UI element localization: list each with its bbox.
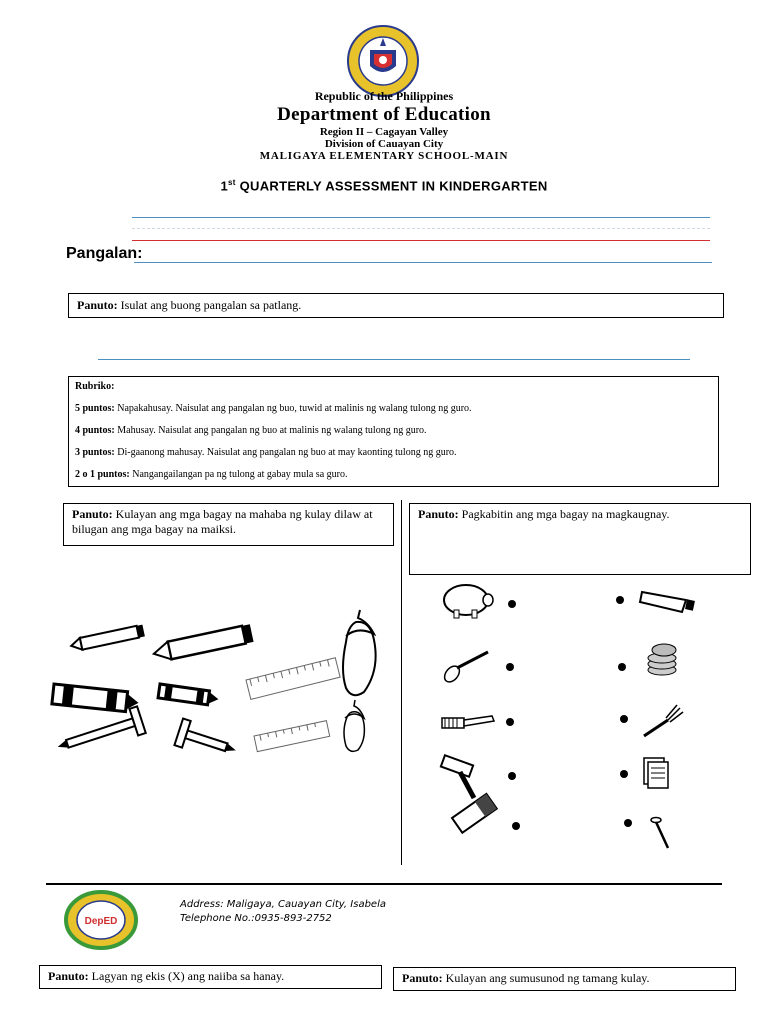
rubric-item: 4 puntos: Mahusay. Naisulat ang pangalan ng buo at malinis ng walang tulong ng guro.: [75, 425, 427, 436]
left-activity-area: [40, 600, 400, 870]
section-divider: [401, 500, 402, 865]
school-logo-icon: [64, 890, 138, 950]
panuto-name-box: [68, 293, 724, 318]
match-dot[interactable]: [620, 770, 628, 778]
rubric-title: Rubriko:: [75, 381, 115, 392]
footer-contact: [180, 898, 386, 926]
fork-icon[interactable]: [644, 705, 683, 736]
toothbrush-icon[interactable]: [442, 716, 494, 728]
region-text: Region II – Cagayan Valley: [319, 126, 449, 138]
spoon-icon[interactable]: [442, 652, 488, 685]
toothpaste-icon[interactable]: [640, 592, 695, 612]
panuto-label: Panuto:: [77, 298, 118, 312]
panuto-right-box: Panuto: Pagkabitin ang mga bagay na magkaugnay.: [409, 503, 751, 575]
rubric-box: [68, 376, 719, 487]
crayon-icon[interactable]: [158, 684, 219, 706]
name-writing-line[interactable]: [98, 359, 690, 360]
piggy-bank-icon[interactable]: [444, 585, 493, 618]
right-activity-area: [430, 578, 720, 858]
footer-address: Address: Maligaya, Cauayan City, Isabela: [180, 899, 386, 910]
department-title: Department of Education: [277, 104, 491, 125]
eggplant-icon[interactable]: [344, 700, 364, 751]
rubric-item: 5 puntos: Napakahusay. Naisulat ang pangalan ng buo, tuwid at malinis ng walang tulong ng guro.: [75, 403, 472, 414]
match-dot[interactable]: [506, 718, 514, 726]
match-dot[interactable]: [508, 600, 516, 608]
footer-divider: [46, 883, 722, 885]
assessment-title: 1st QUARTERLY ASSESSMENT IN KINDERGARTEN: [220, 178, 548, 194]
match-dot[interactable]: [616, 596, 624, 604]
writing-line-top: [132, 217, 710, 218]
papers-icon[interactable]: [644, 758, 668, 788]
coins-icon[interactable]: [648, 644, 676, 675]
deped-seal-icon: [346, 24, 420, 98]
match-dot[interactable]: [620, 715, 628, 723]
rubric-item: 3 puntos: Di-gaanong mahusay. Naisulat ang pangalan ng buo at may kaonting tulong ng guro.: [75, 447, 457, 458]
ruler-icon[interactable]: [246, 658, 340, 700]
name-label: Pangalan:: [66, 245, 143, 262]
writing-line-dashed: [132, 228, 710, 229]
hammer-icon[interactable]: [441, 755, 474, 798]
division-text: Division of Cauayan City: [324, 138, 444, 150]
writing-line-red: [132, 240, 710, 241]
match-dot[interactable]: [618, 663, 626, 671]
name-input-line[interactable]: [134, 262, 712, 263]
eggplant-icon[interactable]: [343, 610, 376, 695]
match-dot[interactable]: [508, 772, 516, 780]
republic-text: Republic of the Philippines: [314, 89, 454, 103]
pencil-icon[interactable]: [152, 624, 254, 662]
footer-telephone: Telephone No.:0935-893-2752: [180, 913, 332, 924]
school-name: MALIGAYA ELEMENTARY SCHOOL-MAIN: [259, 150, 509, 162]
match-dot[interactable]: [506, 663, 514, 671]
pencil-icon[interactable]: [70, 625, 145, 652]
match-dot[interactable]: [624, 819, 632, 827]
nail-icon[interactable]: [651, 818, 668, 849]
panuto-text: Isulat ang buong pangalan sa patlang.: [117, 298, 302, 312]
panuto-bottom-left-box: Panuto: Lagyan ng ekis (X) ang naiiba sa hanay.: [39, 965, 382, 989]
svg-text:DepED: DepED: [84, 916, 118, 927]
panuto-bottom-right-box: Panuto: Kulayan ang sumusunod ng tamang kulay.: [393, 967, 736, 991]
ruler-icon[interactable]: [254, 721, 330, 752]
eraser-icon[interactable]: [452, 794, 497, 833]
nail-icon[interactable]: [53, 706, 145, 760]
rubric-item: 2 o 1 puntos: Nangangailangan pa ng tulong at gabay mula sa guro.: [75, 469, 348, 480]
crayon-icon[interactable]: [52, 684, 140, 713]
match-dot[interactable]: [512, 822, 520, 830]
nail-icon[interactable]: [174, 718, 240, 763]
panuto-left-box: Panuto: Kulayan ang mga bagay na mahaba ng kulay dilaw at bilugan ang mga bagay na maiksi.: [63, 503, 394, 546]
